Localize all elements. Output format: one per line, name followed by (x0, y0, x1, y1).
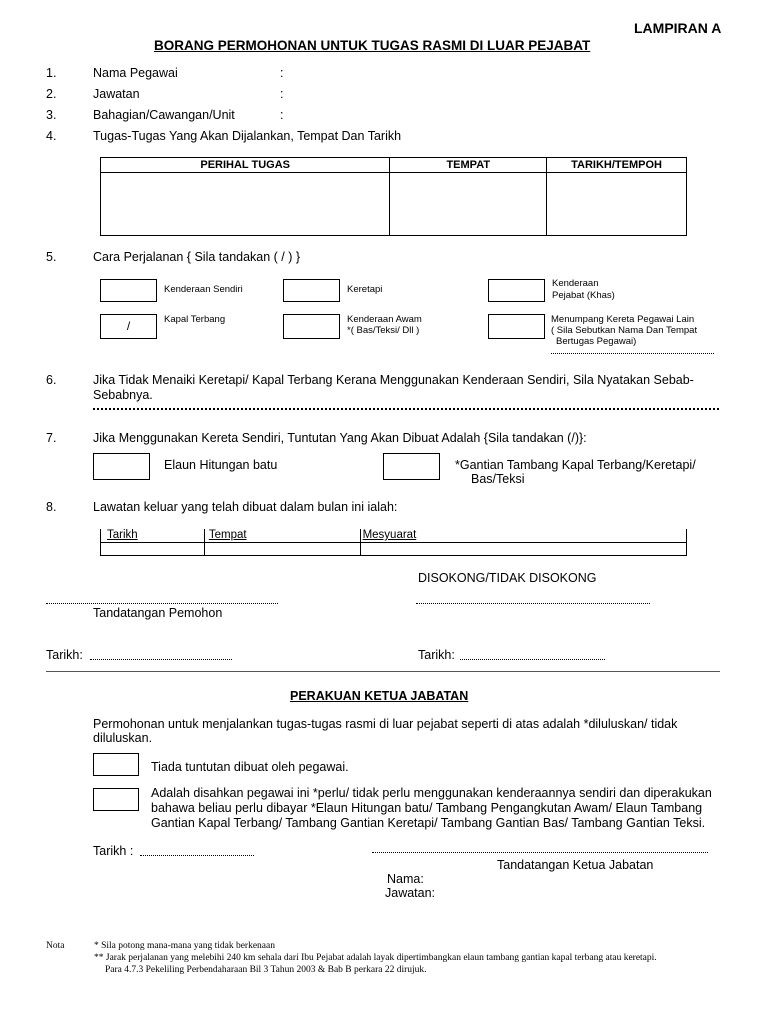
checkbox-disahkan[interactable] (93, 788, 139, 811)
kenderaan-pejabat-label-2: Pejabat (Khas) (552, 290, 615, 301)
kenderaan-sendiri-label: Kenderaan Sendiri (164, 284, 243, 295)
perakuan-para-1: Permohonan untuk menjalankan tugas-tugas rasmi di luar pejabat seperti di atas adalah *diluluskan/ tidak (93, 717, 678, 731)
item-6-number: 6. (46, 373, 57, 387)
keretapi-label: Keretapi (347, 284, 383, 295)
tarikh-right-label: Tarikh: (418, 648, 455, 662)
item-7-number: 7. (46, 431, 57, 445)
lawatan-label: Lawatan keluar yang telah dibuat dalam bulan ini ialah: (93, 500, 398, 514)
nama-pegawai-label: Nama Pegawai (93, 66, 178, 80)
checkbox-menumpang[interactable] (488, 314, 545, 339)
checkbox-kenderaan-pejabat[interactable] (488, 279, 545, 302)
checkbox-tiada-tuntutan[interactable] (93, 753, 139, 776)
task-header-perihal: PERIHAL TUGAS (101, 158, 390, 173)
jawatan-ketua-label: Jawatan: (385, 886, 436, 900)
tarikh-left-label: Tarikh: (46, 648, 83, 662)
checkbox-elaun-hitungan[interactable] (93, 453, 150, 480)
task-cell-tempat[interactable] (390, 173, 547, 236)
perakuan-para-2: diluluskan. (93, 731, 153, 745)
reason-label-2: Sebabnya. (93, 388, 153, 402)
menumpang-detail-line[interactable] (551, 353, 714, 354)
perakuan-tarikh-line[interactable] (140, 855, 254, 856)
item-3-number: 3. (46, 108, 57, 122)
tarikh-right-line[interactable] (460, 659, 605, 660)
task-header-tarikh: TARIKH/TEMPOH (547, 158, 687, 173)
supporter-signature-line[interactable] (416, 603, 650, 604)
checkbox-kenderaan-sendiri[interactable] (100, 279, 157, 302)
visits-header-tarikh: Tarikh (107, 529, 138, 542)
visits-cell-mesyuarat[interactable] (360, 542, 686, 555)
bahagian-colon: : (280, 108, 284, 122)
tarikh-left-line[interactable] (90, 659, 232, 660)
visits-cell-tempat[interactable] (204, 542, 360, 555)
kenderaan-awam-label-1: Kenderaan Awam (347, 314, 422, 325)
nota-3: Para 4.7.3 Pekeliling Perbendaharaan Bil 3 Tahun 2003 & Bab B perkara 22 dirujuk. (105, 965, 427, 975)
item-8-number: 8. (46, 500, 57, 514)
lampiran-label: LAMPIRAN A (634, 20, 722, 36)
gantian-tambang-label-2: Bas/Teksi (471, 472, 525, 486)
cara-perjalanan-label: Cara Perjalanan { Sila tandakan ( / ) } (93, 250, 301, 264)
checkbox-keretapi[interactable] (283, 279, 340, 302)
tiada-tuntutan-label: Tiada tuntutan dibuat oleh pegawai. (151, 760, 349, 774)
section-divider (46, 671, 720, 672)
item-2-number: 2. (46, 87, 57, 101)
nota-1: * Sila potong mana-mana yang tidak berkenaan (94, 941, 275, 951)
disahkan-label-2: bahawa beliau perlu dibayar *Elaun Hitungan batu/ Tambang Pengangkutan Awam/ Elaun Tambang (151, 801, 703, 815)
tugas-label: Tugas-Tugas Yang Akan Dijalankan, Tempat Dan Tarikh (93, 129, 402, 143)
disahkan-label-1: Adalah disahkan pegawai ini *perlu/ tidak perlu menggunakan kenderaannya sendiri dan diperakukan (151, 786, 712, 800)
applicant-signature-line[interactable] (46, 603, 278, 604)
claim-label: Jika Menggunakan Kereta Sendiri, Tuntutan Yang Akan Dibuat Adalah {Sila tandakan (/)}: (93, 431, 587, 445)
perakuan-tarikh-label: Tarikh : (93, 844, 134, 858)
visits-header-mesyuarat: Mesyuarat (362, 529, 417, 542)
kenderaan-awam-label-2: *( Bas/Teksi/ Dll ) (347, 325, 420, 336)
tandatangan-pemohon-label: Tandatangan Pemohon (93, 606, 223, 620)
nama-pegawai-colon: : (280, 66, 284, 80)
bahagian-label: Bahagian/Cawangan/Unit (93, 108, 235, 122)
item-1-number: 1. (46, 66, 57, 80)
task-cell-perihal[interactable] (101, 173, 390, 236)
jawatan-colon: : (280, 87, 284, 101)
menumpang-label-1: Menumpang Kereta Pegawai Lain (551, 314, 695, 325)
kenderaan-pejabat-label-1: Kenderaan (552, 278, 599, 289)
visits-table (100, 529, 687, 556)
visits-header-tempat: Tempat (208, 529, 247, 542)
perakuan-title: PERAKUAN KETUA JABATAN (290, 689, 469, 703)
task-cell-tarikh[interactable] (547, 173, 687, 236)
item-5-number: 5. (46, 250, 57, 264)
item-4-number: 4. (46, 129, 57, 143)
jawatan-label: Jawatan (93, 87, 140, 101)
reason-answer-line[interactable] (93, 408, 719, 410)
menumpang-label-3: Bertugas Pegawai) (556, 336, 637, 347)
menumpang-label-2: ( Sila Sebutkan Nama Dan Tempat (551, 325, 698, 336)
disokong-label: DISOKONG/TIDAK DISOKONG (418, 571, 597, 585)
checkbox-gantian-tambang[interactable] (383, 453, 440, 480)
form-title: BORANG PERMOHONAN UNTUK TUGAS RASMI DI LUAR PEJABAT (154, 38, 591, 53)
nama-label: Nama: (387, 872, 424, 886)
checkbox-kenderaan-awam[interactable] (283, 314, 340, 339)
reason-label-1: Jika Tidak Menaiki Keretapi/ Kapal Terbang Kerana Menggunakan Kenderaan Sendiri, Sila Nyatakan Sebab- (93, 373, 694, 387)
nota-2: ** Jarak perjalanan yang melebihi 240 km sehala dari Ibu Pejabat adalah layak dipertimbangkan elaun tambang gantian kapal terbang atau keretapi. (94, 953, 657, 963)
elaun-hitungan-label: Elaun Hitungan batu (164, 458, 278, 472)
disahkan-label-3: Gantian Kapal Terbang/ Tambang Gantian Keretapi/ Tambang Gantian Bas/ Tambang Gantian Teksi. (151, 816, 706, 830)
tandatangan-ketua-label: Tandatangan Ketua Jabatan (497, 858, 654, 872)
task-table (100, 157, 687, 236)
task-header-tempat: TEMPAT (390, 158, 547, 173)
ketua-signature-line[interactable] (372, 852, 708, 853)
nota-label: Nota (46, 941, 65, 951)
kapal-terbang-label: Kapal Terbang (164, 314, 226, 325)
visits-cell-tarikh[interactable] (101, 542, 205, 555)
gantian-tambang-label-1: *Gantian Tambang Kapal Terbang/Keretapi/ (455, 458, 696, 472)
checkbox-kapal-terbang[interactable]: / (100, 314, 157, 339)
